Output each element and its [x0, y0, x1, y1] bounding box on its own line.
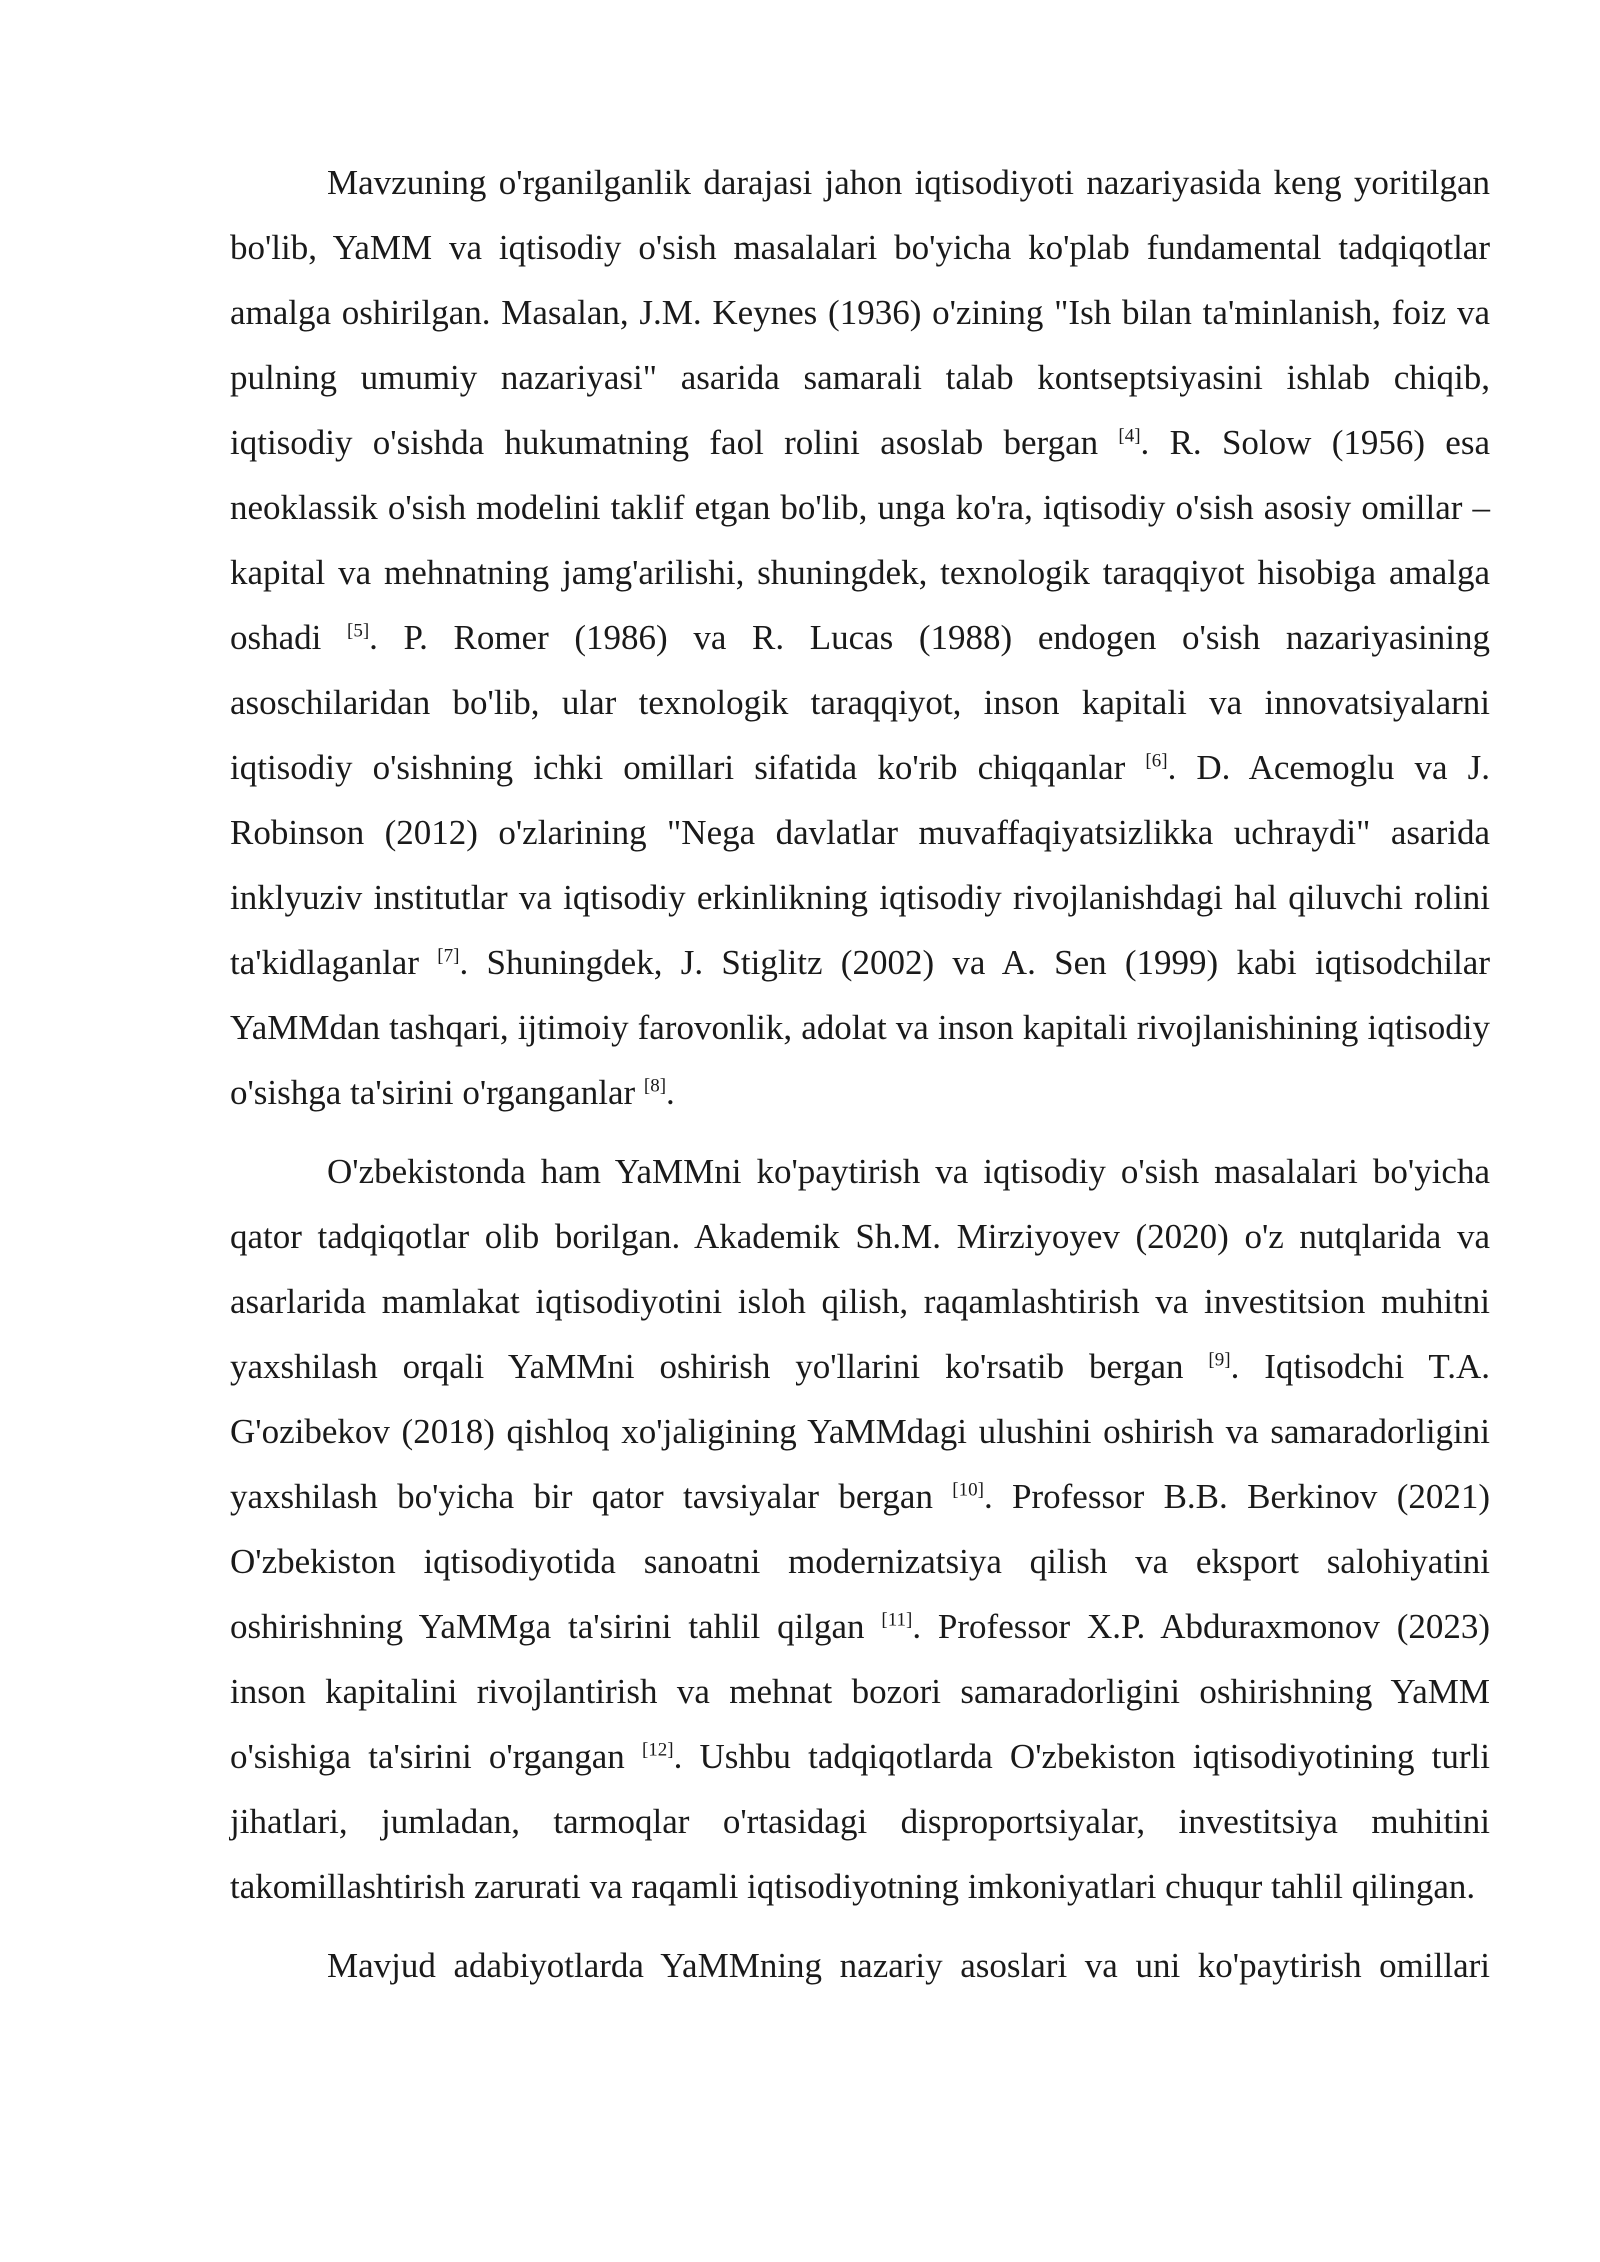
text-segment: . D. Acemoglu va J. Robinson (2012) o'zlarining "Nega davlatlar muvaffaqiyatsizlikka uchraydi" asarida inklyuziv institutlar va iqtisodiy erkinlikning iqtisodiy rivojlanishdagi hal qiluvchi rolini ta'kidlaganlar — [230, 748, 1490, 982]
text-segment: O'zbekistonda ham YaMMni ko'paytirish va iqtisodiy o'sish masalalari bo'yicha qator tadqiqotlar olib borilgan. Akademik Sh.M. Mirziyoyev (2020) o'z nutqlarida va asarlarida mamlakat iqtisodiyotini isloh qilish, raqamlashtirish va investitsion muhitni yaxshilash orqali YaMMni oshirish yo'llarini ko'rsatib bergan — [230, 1152, 1490, 1386]
text-segment: . Iqtisodchi T.A. G'ozibekov (2018) qishloq xo'jaligining YaMMdagi ulushini oshirish va samaradorligini yaxshilash bo'yicha bir qator tavsiyalar bergan — [230, 1347, 1490, 1516]
document-page — [230, 150, 1490, 2012]
paragraph-uzbekistan-research — [230, 1139, 1490, 1919]
citation-ref-9: [9] — [1208, 1349, 1231, 1371]
text-segment: Mavzuning o'rganilganlik darajasi jahon iqtisodiyoti nazariyasida keng yoritilgan bo'lib, YaMM va iqtisodiy o'sish masalalari bo'yicha ko'plab fundamental tadqiqotlar amalga oshirilgan. Masalan, J.M. Keynes (1936) o'zining "Ish bilan ta'minlanish, foiz va pulning umumiy nazariyasi" asarida samarali talab kontseptsiyasini ishlab chiqib, iqtisodiy o'sishda hukumatning faol rolini asoslab bergan — [230, 163, 1490, 462]
citation-ref-11: [11] — [881, 1609, 913, 1631]
citation-ref-5: [5] — [347, 620, 370, 642]
paragraph-existing-literature — [230, 1933, 1490, 1998]
text-segment: . P. Romer (1986) va R. Lucas (1988) endogen o'sish nazariyasining asoschilaridan bo'lib, ular texnologik taraqqiyot, inson kapitali va innovatsiyalarni iqtisodiy o'sishning ichki omillari sifatida ko'rib chiqqanlar — [230, 618, 1490, 787]
paragraph-literature-review — [230, 150, 1490, 1125]
citation-ref-7: [7] — [437, 945, 460, 967]
text-segment: . R. Solow (1956) esa neoklassik o'sish modelini taklif etgan bo'lib, unga ko'ra, iqtisodiy o'sish asosiy omillar – kapital va mehnatning jamg'arilishi, shuningdek, texnologik taraqqiyot hisobiga amalga oshadi — [230, 423, 1490, 657]
text-segment: . Professor X.P. Abduraxmonov (2023) inson kapitalini rivojlantirish va mehnat bozori samaradorligini oshirishning YaMM o'sishiga ta'sirini o'rgangan — [230, 1607, 1491, 1776]
text-segment: . Shuningdek, J. Stiglitz (2002) va A. Sen (1999) kabi iqtisodchilar YaMMdan tashqari, ijtimoiy farovonlik, adolat va inson kapitali rivojlanishining iqtisodiy o'sishga ta'sirini o'rganganlar — [230, 943, 1490, 1112]
citation-ref-6: [6] — [1145, 750, 1168, 772]
citation-ref-8: [8] — [643, 1075, 667, 1097]
text-segment: . — [666, 1073, 675, 1112]
text-segment: Mavjud adabiyotlarda YaMMning nazariy asoslari va uni ko'paytirish omillari — [327, 1946, 1490, 1985]
citation-ref-10: [10] — [952, 1479, 984, 1501]
text-segment: . Professor B.B. Berkinov (2021) O'zbekiston iqtisodiyotida sanoatni modernizatsiya qilish va eksport salohiyatini oshirishning YaMMga ta'sirini tahlil qilgan — [230, 1477, 1491, 1646]
citation-ref-12: [12] — [641, 1739, 674, 1761]
citation-ref-4: [4] — [1118, 425, 1141, 447]
text-segment: . Ushbu tadqiqotlarda O'zbekiston iqtisodiyotining turli jihatlari, jumladan, tarmoqlar o'rtasidagi disproportsiyalar, investitsiya muhitini takomillashtirish zarurati va raqamli iqtisodiyotning imkoniyatlari chuqur tahlil qilingan. — [230, 1737, 1490, 1906]
